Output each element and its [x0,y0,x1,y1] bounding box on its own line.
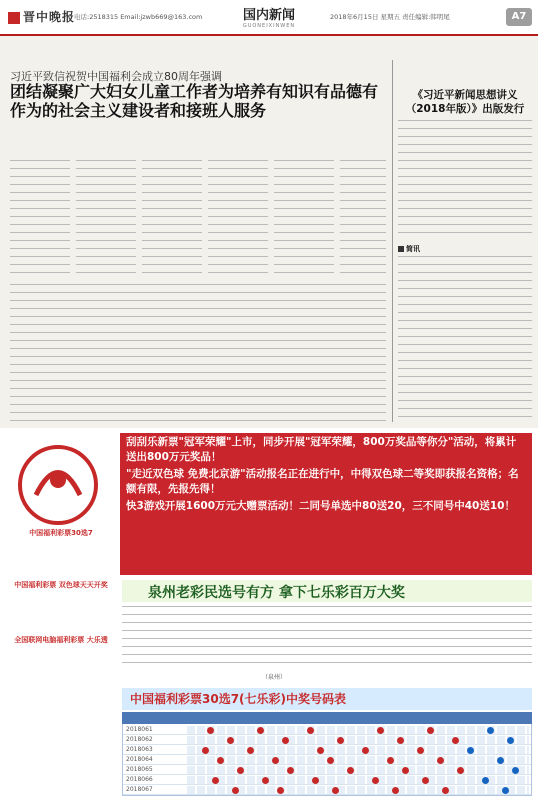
number-cells [187,756,529,764]
article-continuation [10,284,386,422]
drawn-number-marker [307,727,314,734]
logo-mark-icon [8,12,20,24]
side-story-body [398,120,532,236]
page-number-badge: A7 [506,8,532,26]
drawn-number-marker [262,777,269,784]
lottery-red-ad [120,433,532,575]
side-story-title: 《习近平新闻思想讲义（2018年版）》出版发行 [405,89,525,115]
date-editor-info: 2018年6月15日 星期五 责任编辑:韩明尾 [330,13,450,21]
drawn-number-marker [502,787,509,794]
code-table-row [123,725,531,735]
number-cells [187,776,529,784]
code-table-row [123,735,531,745]
drawn-number-marker [372,777,379,784]
drawn-number-marker [282,737,289,744]
promo-double-color: 中国福利彩票 双色球天天开奖 [14,581,108,589]
number-cells [187,766,529,774]
lead-headline: 团结凝聚广大妇女儿童工作者为培养有知识有品德有作为的社会主义建设者和接班人服务 [10,82,379,120]
issue-number: 2018065 [126,766,153,773]
issue-number: 2018061 [126,726,153,733]
article-column-4 [208,160,268,280]
drawn-number-marker [202,747,209,754]
issue-number: 2018063 [126,746,153,753]
drawn-number-marker [377,727,384,734]
drawn-number-marker [387,757,394,764]
lead-kicker: 习近平致信祝贺中国福利会成立80周年强调 [10,70,222,83]
drawn-number-marker [317,747,324,754]
drawn-number-marker [417,747,424,754]
ad2-signature: （泉州） [262,674,287,681]
code-table-row [123,765,531,775]
drawn-number-marker [422,777,429,784]
ad-scratch-card: 刮刮乐新票"冠军荣耀"上市，同步开展"冠军荣耀，800万奖品等你分"活动，将累计送出800万元奖品！ [126,436,517,463]
ad2-title: 泉州老彩民选号有方 拿下七乐彩百万大奖 [148,585,405,601]
promo-network: 全国联网电脑福利彩票 大乐透 [14,636,108,644]
drawn-number-marker [227,737,234,744]
drawn-number-marker [362,747,369,754]
drawn-number-marker [347,767,354,774]
code-table-row [123,745,531,755]
drawn-number-marker [452,737,459,744]
drawn-number-marker [482,777,489,784]
contact-info: 电话:2518315 Email:jzwb669@163.com [74,13,203,21]
section-title-cn: 国内新闻 [242,8,295,23]
drawn-number-marker [287,767,294,774]
article-column-5 [274,160,334,280]
code-table-header [122,712,532,724]
drawn-number-marker [237,767,244,774]
drawn-number-marker [392,787,399,794]
drawn-number-marker [507,737,514,744]
code-table-row [123,775,531,785]
issue-number: 2018062 [126,736,153,743]
section-title [228,4,310,29]
drawn-number-marker [402,767,409,774]
column-divider [392,60,393,422]
promo-30x7: 中国福利彩票30选7 [29,529,93,537]
code-table-row [123,755,531,765]
drawn-number-marker [467,747,474,754]
issue-number: 2018064 [126,756,153,763]
drawn-number-marker [257,727,264,734]
drawn-number-marker [232,787,239,794]
drawn-number-marker [337,737,344,744]
drawn-number-marker [437,757,444,764]
drawn-number-marker [427,727,434,734]
article-column-6 [340,160,386,280]
article-column-3 [142,160,202,280]
number-cells [187,736,529,744]
ad-kuai3: 快3游戏开展1600万元大赠票活动！二同号单选中80送20，三不同号中40送10！ [126,500,515,512]
logo-text: 晋中晚报 [23,10,76,24]
drawn-number-marker [217,757,224,764]
lottery-logo-icon [6,440,110,530]
drawn-number-marker [457,767,464,774]
drawn-number-marker [487,727,494,734]
section-title-en: GUONEIXINWEN [242,23,296,29]
newsflash-body [398,256,532,422]
drawn-number-marker [397,737,404,744]
drawn-number-marker [272,757,279,764]
newspaper-logo [8,8,75,25]
drawn-number-marker [212,777,219,784]
drawn-number-marker [327,757,334,764]
drawn-number-marker [512,767,519,774]
drawn-number-marker [497,757,504,764]
drawn-number-marker [277,787,284,794]
code-table-title-bar [122,688,532,710]
drawn-number-marker [332,787,339,794]
issue-number: 2018067 [126,786,153,793]
code-table [122,712,532,796]
code-table-title: 中国福利彩票30选7(七乐彩)中奖号码表 [130,692,347,706]
number-cells [187,746,529,754]
code-table-row [123,785,531,795]
number-cells [187,726,529,734]
article-column-2 [76,160,136,280]
drawn-number-marker [247,747,254,754]
drawn-number-marker [442,787,449,794]
article-column-1 [10,160,70,280]
ad2-body [122,606,532,670]
issue-number: 2018066 [126,776,153,783]
newsflash-label: 简讯 [398,244,420,254]
number-cells [187,786,529,794]
drawn-number-marker [312,777,319,784]
ad-beijing-tour: "走近双色球 免费北京游"活动报名正在进行中，中得双色球二等奖即获报名资格；名额有限，先报先得！ [126,468,519,495]
drawn-number-marker [207,727,214,734]
